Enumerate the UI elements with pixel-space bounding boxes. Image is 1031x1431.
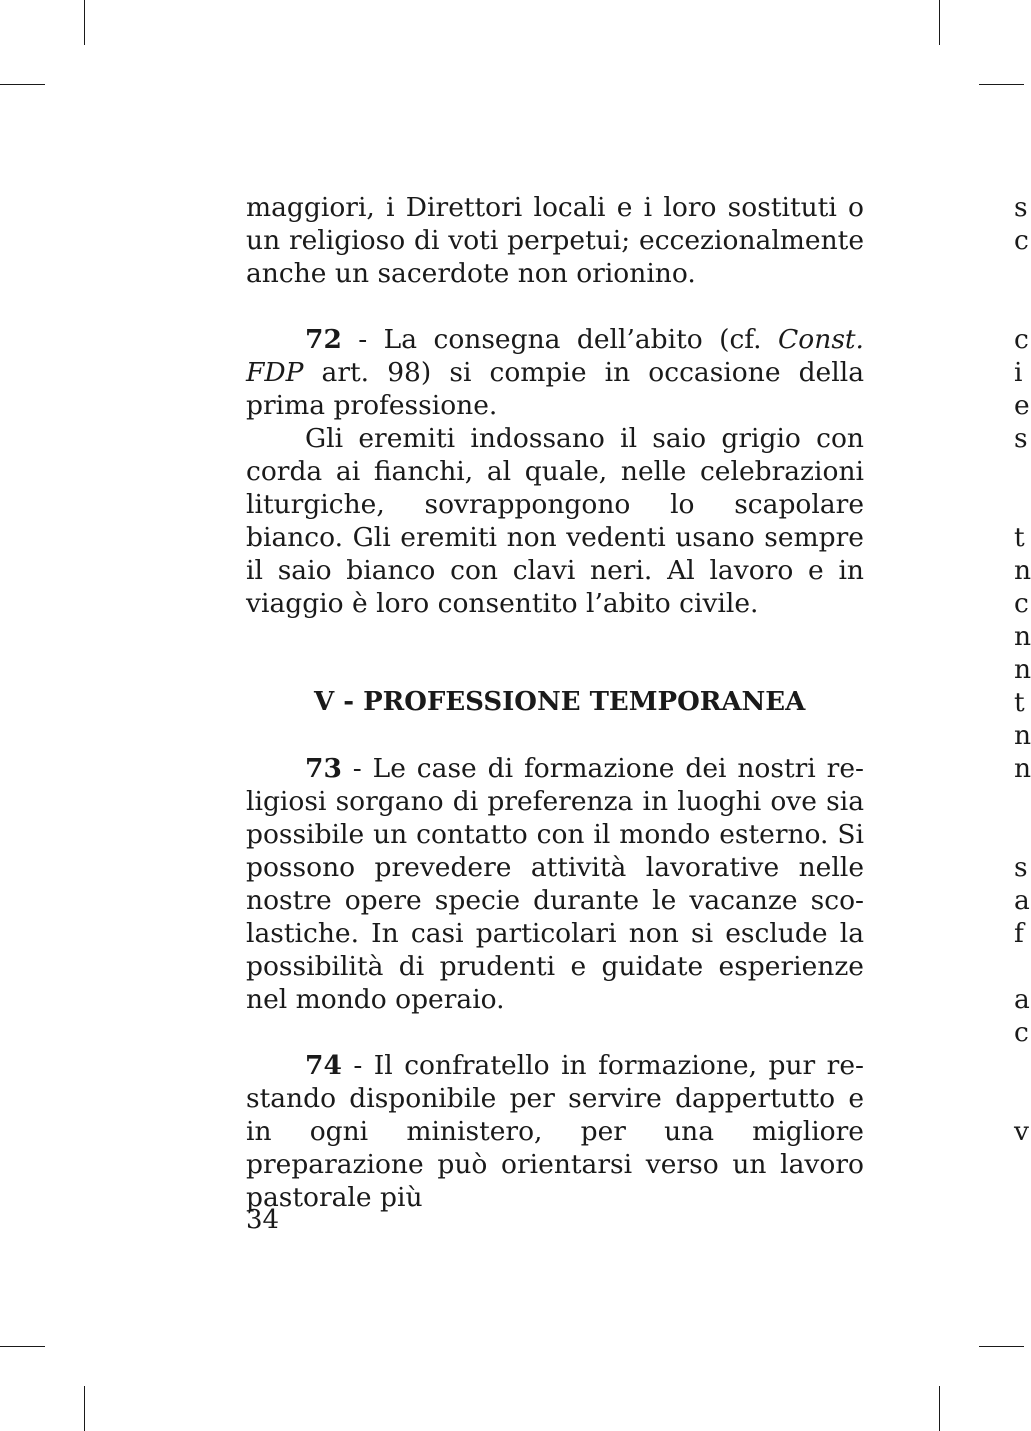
crop-mark-left-bottom: [0, 1346, 45, 1347]
facing-letter: t: [1014, 687, 1025, 718]
paragraph-intro: maggiori, i Direttori locali e i loro sostituti o un religioso di voti perpetui; eccezionalmente anche un sacerdote non orionino.: [246, 192, 864, 289]
facing-letter: c: [1014, 225, 1029, 256]
paragraph-72-second: Gli eremiti indossano il saio grigio con corda ai fianchi, al quale, nelle celebrazioni liturgiche, sovrappongono lo scapolare bianco. Gli eremiti non vedenti usano sempre il saio bianco con clavi neri. Al lavoro e in viaggio è loro consentito l’abito civile.: [246, 423, 864, 619]
section-prefix: V -: [314, 687, 364, 717]
page-number: 34: [246, 1205, 280, 1235]
article-number-74: 74: [305, 1050, 342, 1081]
paragraph-72: [246, 323, 864, 422]
facing-letter: s: [1014, 852, 1028, 883]
facing-letter: c: [1014, 1017, 1029, 1048]
facing-letter: v: [1014, 1116, 1029, 1147]
facing-letter: f: [1014, 918, 1024, 949]
facing-letter: i: [1014, 357, 1023, 388]
facing-letter: n: [1014, 621, 1031, 652]
crop-mark-right-top: [979, 84, 1024, 85]
crop-mark-top-right: [939, 0, 940, 45]
crop-mark-bottom-left: [84, 1386, 85, 1431]
facing-letter: n: [1014, 753, 1031, 784]
facing-letter: c: [1014, 324, 1029, 355]
paragraph-74: [246, 1049, 864, 1214]
article-number-72: 72: [305, 324, 342, 355]
facing-letter: a: [1014, 885, 1030, 916]
article-number-73: 73: [305, 753, 342, 784]
facing-letter: n: [1014, 720, 1031, 751]
paragraph-72-citation: Const. FDP: [246, 324, 864, 388]
facing-letter: s: [1014, 192, 1028, 223]
page-body: [246, 191, 864, 1214]
facing-letter: e: [1014, 390, 1030, 421]
crop-mark-right-bottom: [979, 1346, 1024, 1347]
crop-mark-top-left: [84, 0, 85, 45]
facing-letter: n: [1014, 654, 1031, 685]
facing-letter: c: [1014, 588, 1029, 619]
section-heading: [246, 686, 864, 719]
facing-letter: a: [1014, 984, 1030, 1015]
crop-mark-left-top: [0, 84, 45, 85]
paragraph-73-text: - Le case di formazione dei nostri religiosi sorgano di preferenza in luoghi ove sia possibile un contatto con il mondo esterno. Si possono prevedere attività lavorative nelle nostre opere specie durante le vacanze scolastiche. In casi particolari non si esclude la possibilità di prudenti e guidate esperienze nel mondo operaio.: [246, 753, 864, 1015]
facing-letter: n: [1014, 555, 1031, 586]
paragraph-72-text-b: art. 98) si compie in occasione della prima professione.: [246, 357, 864, 421]
crop-mark-bottom-right: [939, 1386, 940, 1431]
paragraph-72-text-a: - La consegna dell’abito (cf.: [341, 324, 779, 355]
paragraph-74-text: - Il confratello in formazione, pur restando disponibile per servire dappertutto e in ogni ministero, per una migliore preparazione può orientarsi verso un lavoro pastorale più: [246, 1050, 864, 1213]
facing-letter: t: [1014, 522, 1025, 553]
section-title: PROFESSIONE TEMPORANEA: [363, 687, 806, 717]
paragraph-73: [246, 752, 864, 1016]
facing-letter: s: [1014, 423, 1028, 454]
